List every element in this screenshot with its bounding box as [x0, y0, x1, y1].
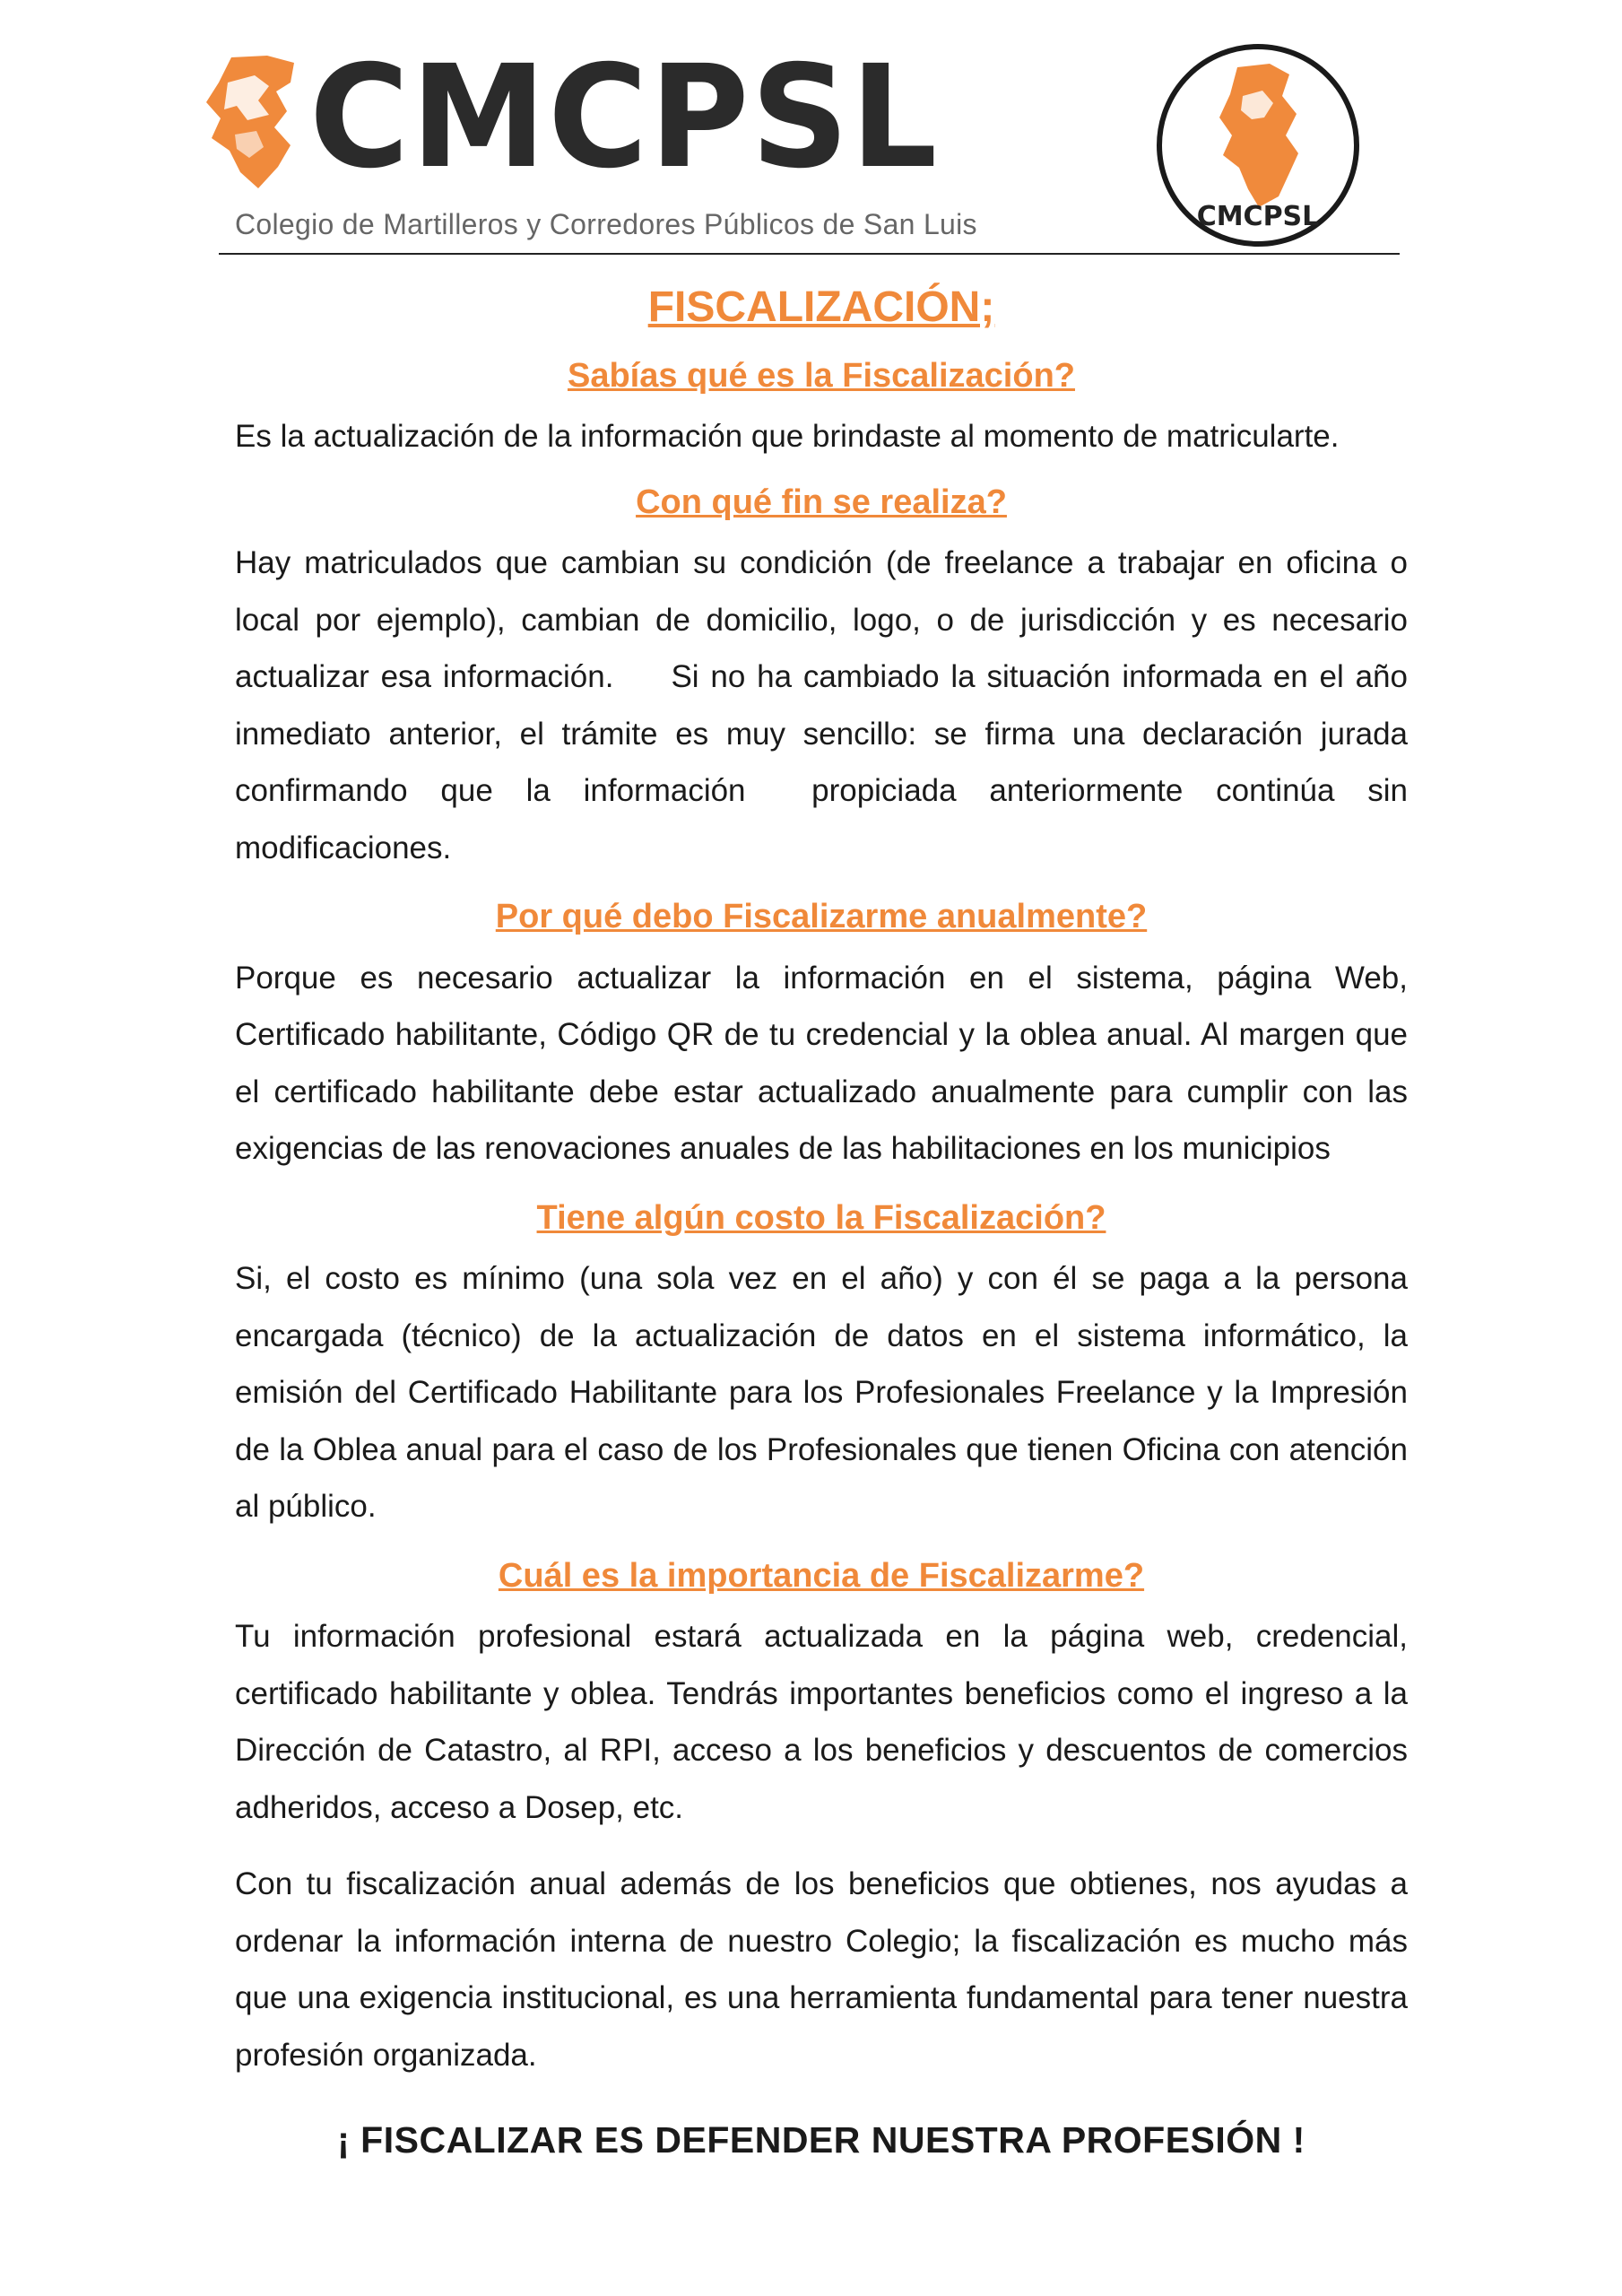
seal-label: CMCPSL [1196, 201, 1320, 232]
closing-paragraph: Con tu fiscalización anual además de los beneficios que obtienes, nos ayudas a ordenar la información interna de nuestro Colegio; la fiscalización es mucho más que una exigencia institucional, es una herramienta fundamental para tener nuestra profesión organizada. [235, 1866, 1408, 2073]
section-heading: Con qué fin se realiza? [636, 483, 1007, 521]
organization-subtitle: Colegio de Martilleros y Corredores Públicos de San Luis [235, 208, 977, 240]
circular-seal-logo [1155, 42, 1361, 248]
san-luis-map-logo [204, 56, 299, 190]
document-body [235, 269, 1417, 2161]
section-paragraph: Es la actualización de la información que brindaste al momento de matricularte. [235, 419, 1340, 455]
section-paragraph: Porque es necesario actualizar la información en el sistema, página Web, Certificado habilitante, Código QR de tu credencial y la oblea anual. Al margen que el certificado habilitante debe estar actualizado anualmente para cumplir con las exigencias de las renovaciones anuales de las habilitaciones en los municipios [235, 960, 1408, 1167]
closing-slogan: ¡ FISCALIZAR ES DEFENDER NUESTRA PROFESIÓN ! [337, 2119, 1305, 2161]
header-divider [219, 253, 1400, 255]
section-paragraph: Si, el costo es mínimo (una sola vez en el año) y con él se paga a la persona encargada (técnico) de la actualización de datos en el sistema informático, la emisión del Certificado Habilitante para los Profesionales Freelance y la Impresión de la Oblea anual para el caso de los Profesionales que tienen Oficina con atención al público. [235, 1261, 1408, 1525]
brand-wordmark: CMCPSL [309, 35, 940, 200]
section-heading: Sabías qué es la Fiscalización? [567, 356, 1075, 395]
letterhead [0, 0, 1622, 260]
document-title: FISCALIZACIÓN; [647, 283, 995, 331]
section-heading: Tiene algún costo la Fiscalización? [536, 1198, 1106, 1237]
section-paragraph: Hay matriculados que cambian su condición (de freelance a trabajar en oficina o local por ejemplo), cambian de domicilio, logo, o de jurisdicción y es necesario actualizar esa información. Si no ha cambiado la situación informada en el año inmediato anterior, el trámite es muy sencillo: se firma una declaración jurada confirmando que la información propiciada anteriormente continúa sin modificaciones. [235, 545, 1417, 865]
section-paragraph: Tu información profesional estará actualizada en la página web, credencial, certificado habilitante y oblea. Tendrás importantes beneficios como el ingreso a la Dirección de Catastro, al RPI, acceso a los beneficios y descuentos de comercios adheridos, acceso a Dosep, etc. [235, 1619, 1408, 1825]
section-heading: Cuál es la importancia de Fiscalizarme? [498, 1556, 1145, 1595]
section-heading: Por qué debo Fiscalizarme anualmente? [495, 898, 1148, 936]
